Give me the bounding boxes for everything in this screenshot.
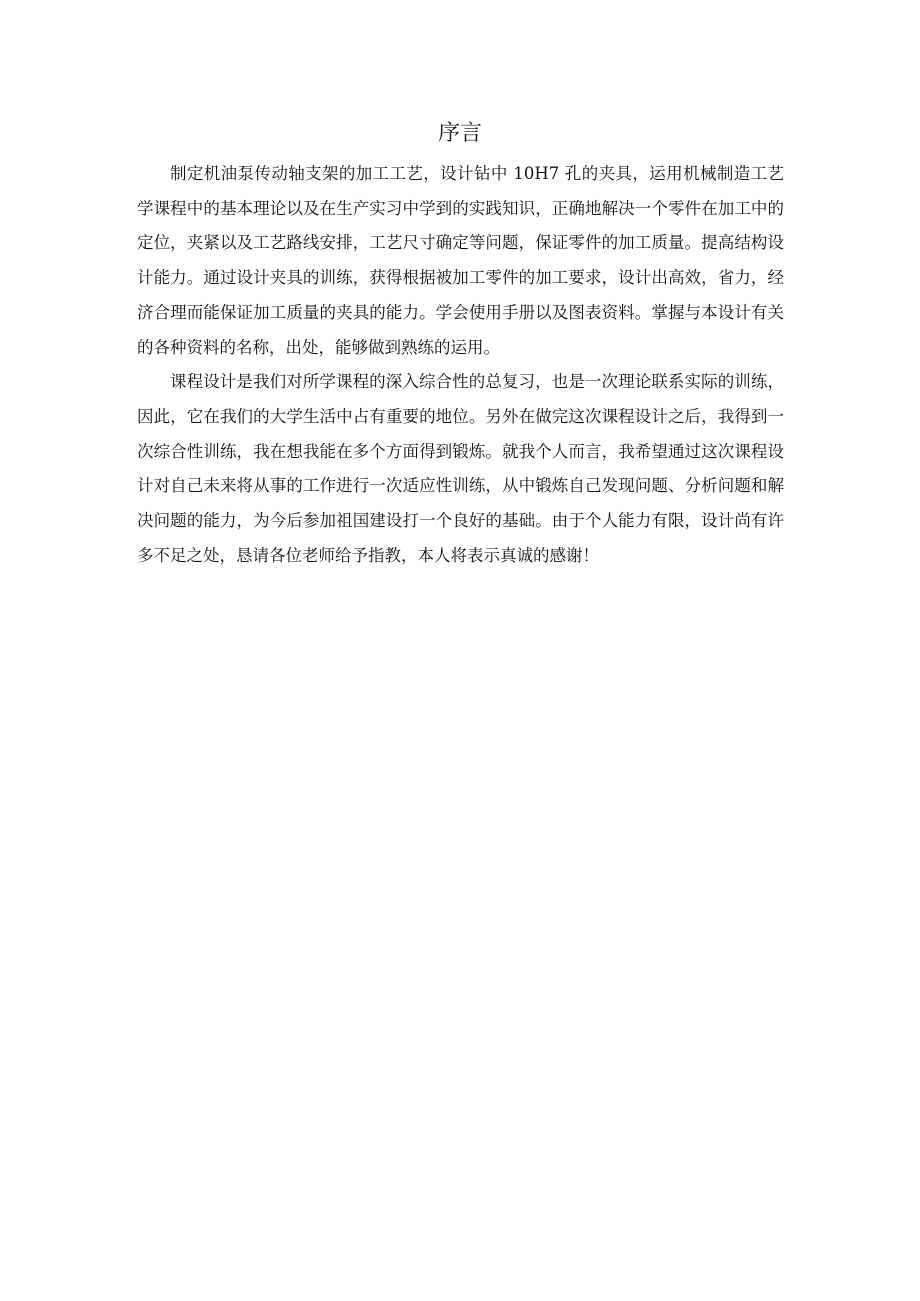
paragraph-2: 课程设计是我们对所学课程的深入综合性的总复习，也是一次理论联系实际的训练，因此，它在我们的大学生活中占有重要的地位。另外在做完这次课程设计之后，我得到一次综合性训练，我在想我能在多个方面得到锻炼。就我个人而言，我希望通过这次课程设计对自己未来将从事的工作进行一次适应性训练，从中锻炼自己发现问题、分析问题和解决问题的能力，为今后参加祖国建设打一个良好的基础。由于个人能力有限，设计尚有许多不足之处，恳请各位老师给予指教，本人将表示真诚的感谢！ <box>137 372 784 565</box>
body-text <box>137 157 784 573</box>
page-title: 序言 <box>437 121 482 146</box>
paragraph-1: 制定机油泵传动轴支架的加工工艺，设计钻中 10H7 孔的夹具，运用机械制造工艺学课程中的基本理论以及在生产实习中学到的实践知识，正确地解决一个零件在加工中的定位，夹紧以及工艺路线安排，工艺尺寸确定等问题，保证零件的加工质量。提高结构设计能力。通过设计夹具的训练，获得根据被加工零件的加工要求，设计出高效，省力，经济合理而能保证加工质量的夹具的能力。学会使用手册以及图表资料。掌握与本设计有关的各种资料的名称，出处，能够做到熟练的运用。 <box>137 164 784 357</box>
